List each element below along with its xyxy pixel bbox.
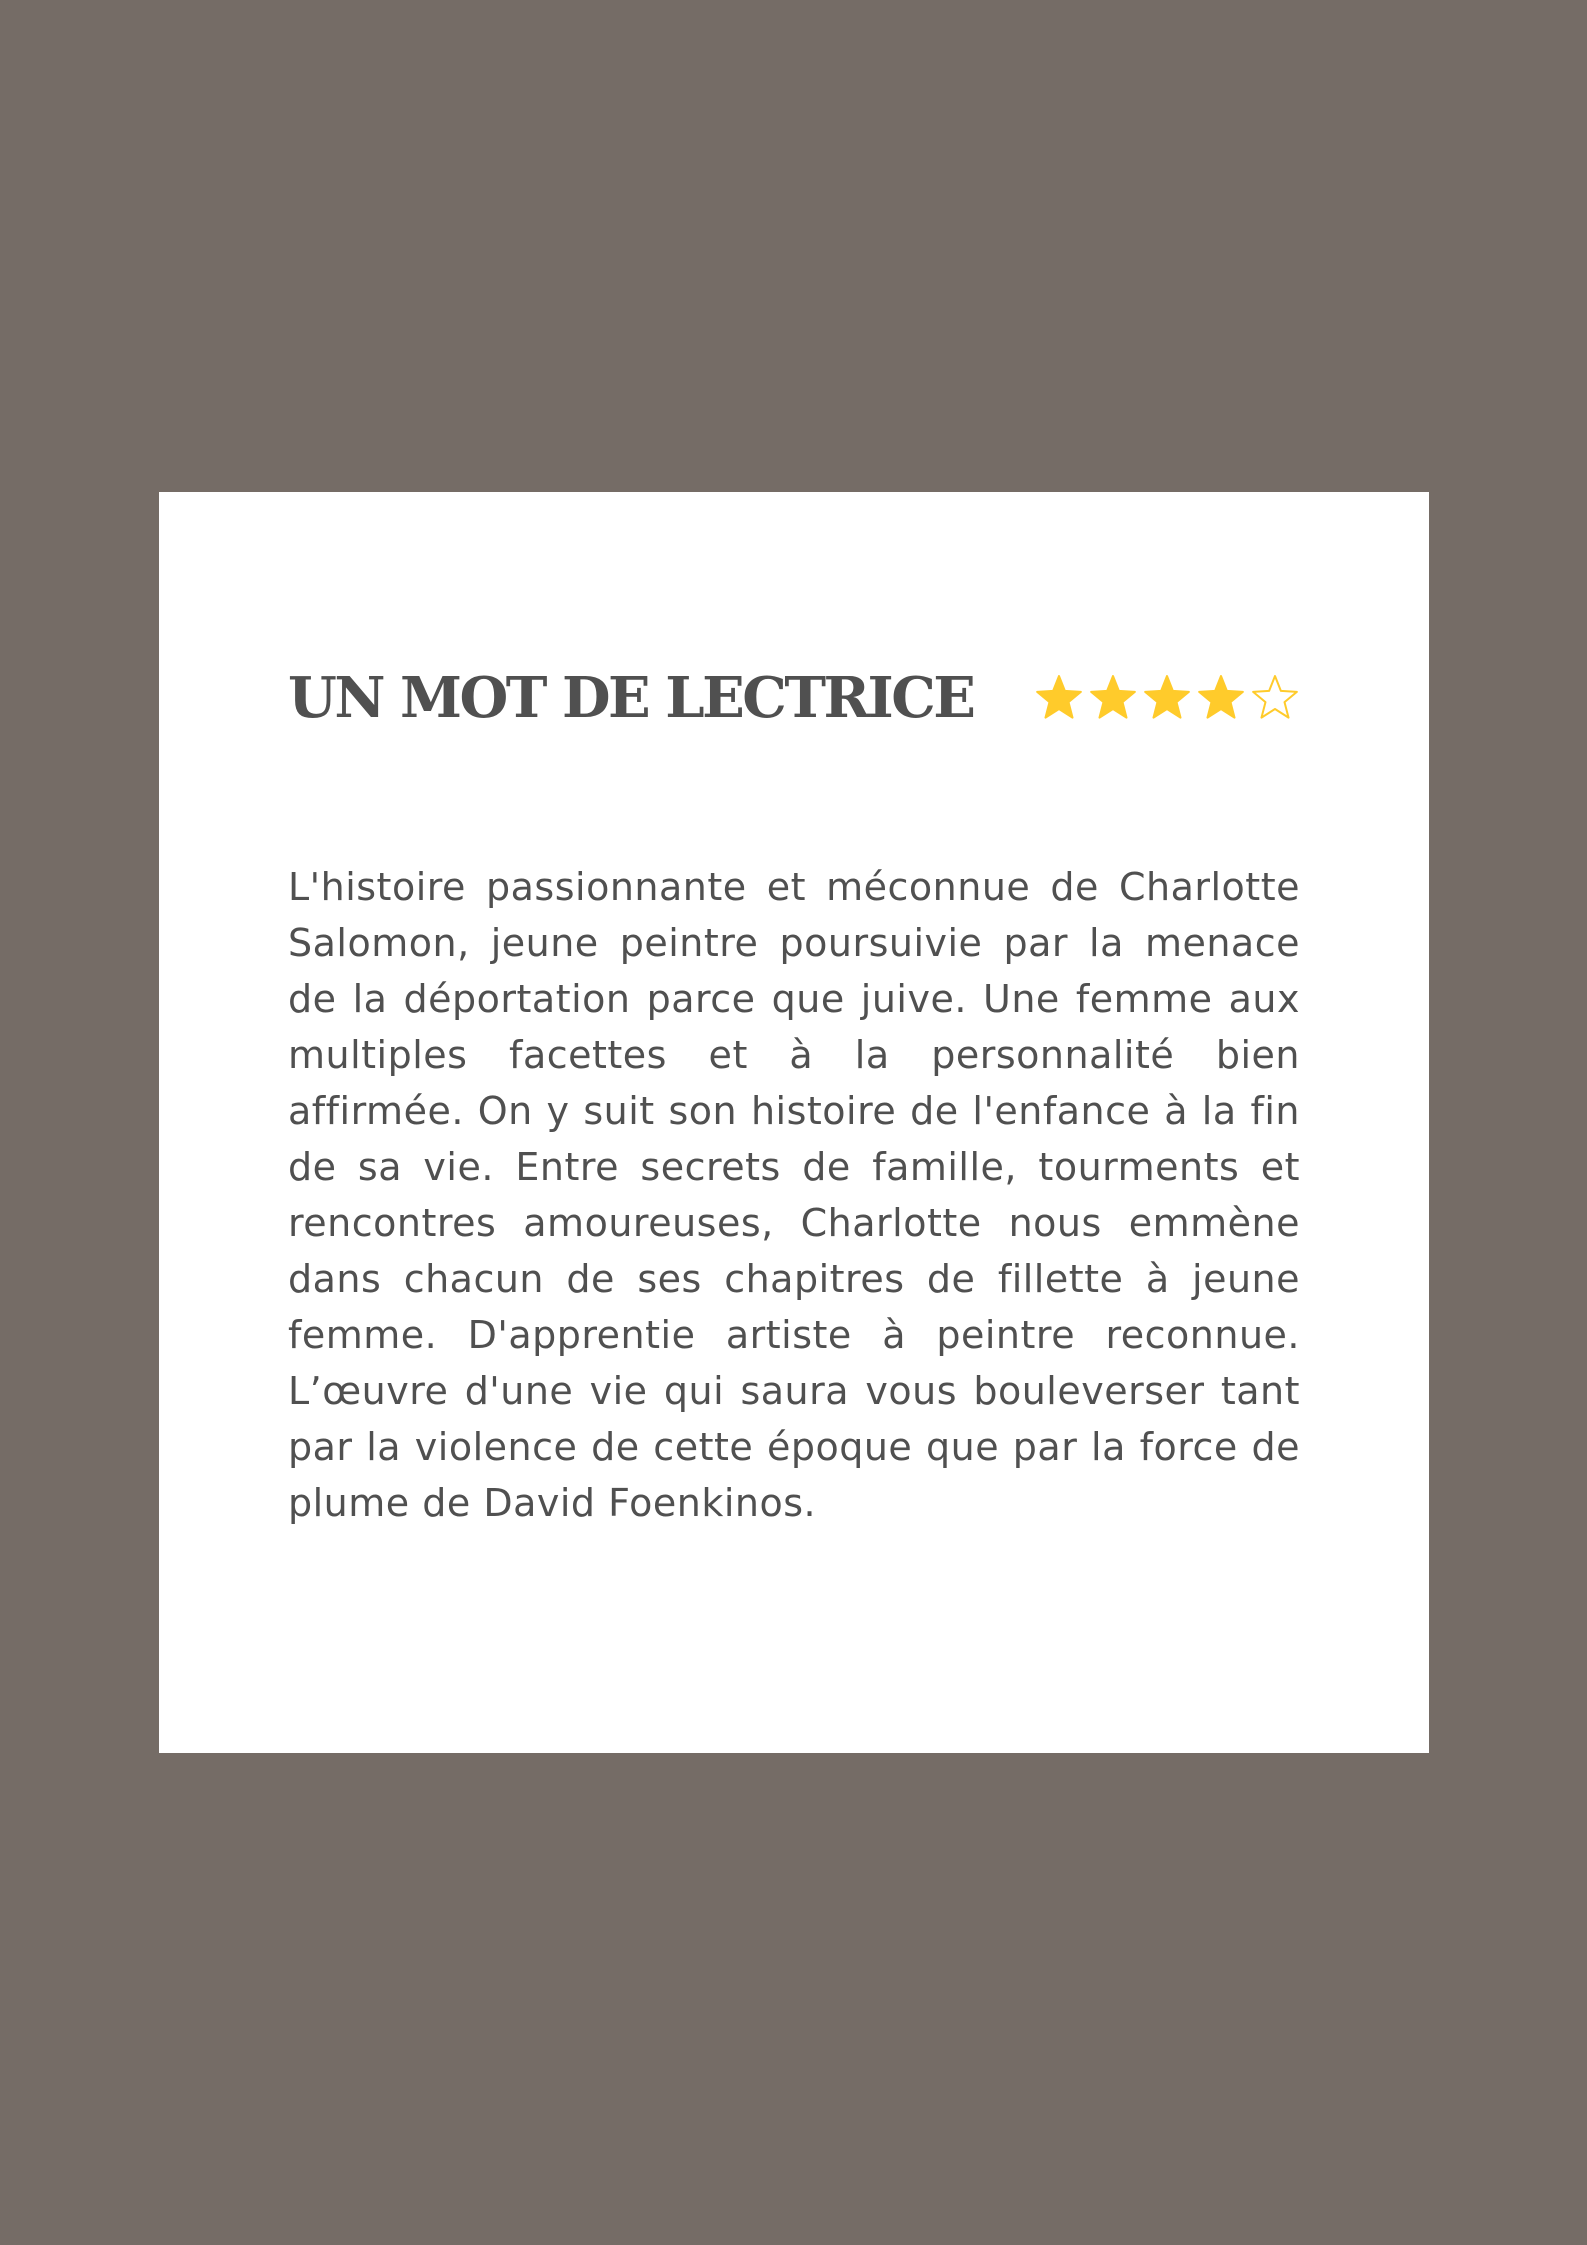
star-filled-icon [1196,673,1246,723]
review-card [159,492,1429,1753]
star-rating [1034,663,1300,733]
star-filled-icon [1034,673,1084,723]
star-empty-icon [1250,673,1300,723]
review-text: L'histoire passionnante et méconnue de Charlotte Salomon, jeune peintre poursuivie par la menace de la déportation parce que juive. Une femme aux multiples facettes et à la personnalité bien affirmée. On y suit son histoire de l'enfance à la fin de sa vie. Entre secrets de famille, tourments et rencontres amoureuses, Charlotte nous emmène dans chacun de ses chapitres de fillette à jeune femme. D'apprentie artiste à peintre reconnue. L’œuvre d'une vie qui saura vous bouleverser tant par la violence de cette époque que par la force de plume de David Foenkinos. [288,865,1300,1525]
star-filled-icon [1142,673,1192,723]
review-header [288,663,1300,733]
star-filled-icon [1088,673,1138,723]
review-title: UN MOT DE LECTRICE [288,665,974,731]
